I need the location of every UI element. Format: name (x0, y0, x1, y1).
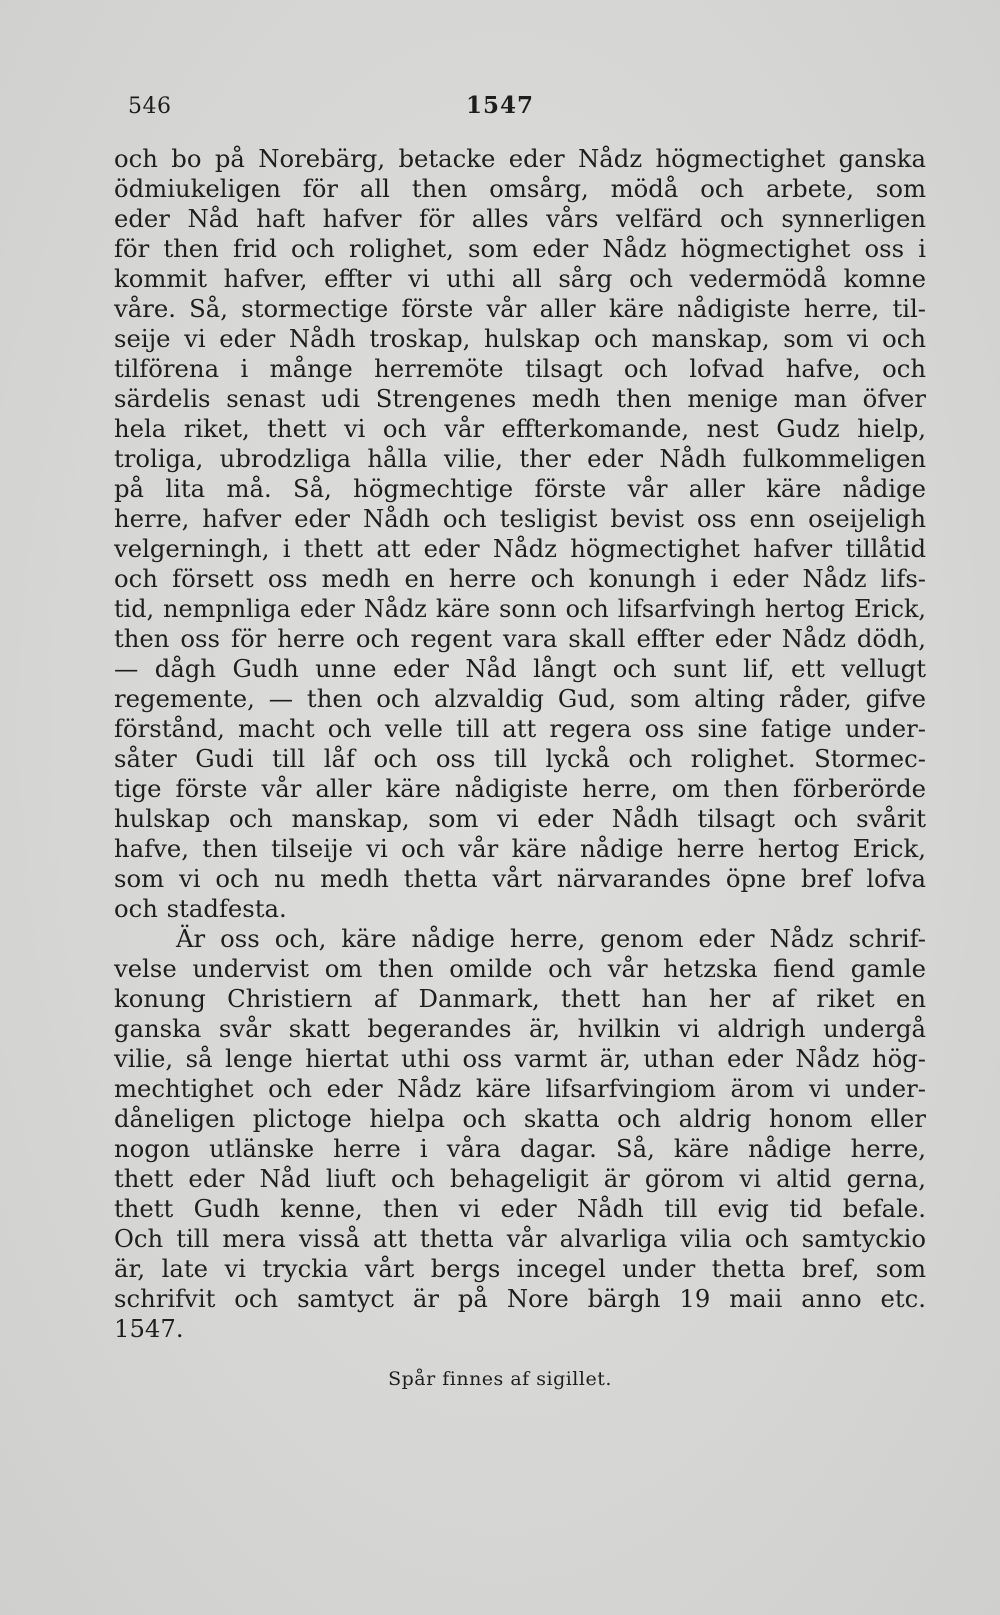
text-line: mechtighet och eder Nådz käre lifsarfvingiom ärom vi under- (114, 1074, 926, 1103)
text-line: nogon utlänske herre i våra dagar. Så, käre nådige herre, (114, 1134, 926, 1163)
text-line: tige förste vår aller käre nådigiste herre, om then förberörde (114, 774, 926, 803)
text-line: vilie, så lenge hiertat uthi oss varmt är, uthan eder Nådz hög- (114, 1044, 926, 1073)
text-line: förstånd, macht och velle till att regera oss sine fatige under- (114, 714, 926, 743)
text-line: thett eder Nåd liuft och behageligit är görom vi altid gerna, (114, 1164, 926, 1193)
text-line: schrifvit och samtyct är på Nore bärgh 19 maii anno etc. (114, 1284, 926, 1313)
text-line: velgerningh, i thett att eder Nådz högmectighet hafver tillåtid (114, 534, 926, 563)
text-line: seije vi eder Nådh troskap, hulskap och manskap, som vi och (114, 324, 926, 353)
text-line: dåneligen plictoge hielpa och skatta och aldrig honom eller (114, 1104, 926, 1133)
text-line: thett Gudh kenne, then vi eder Nådh till evig tid befale. (114, 1194, 926, 1223)
text-line: velse undervist om then omilde och vår hetzska fiend gamle (114, 954, 926, 983)
text-line: konung Christiern af Danmark, thett han her af riket en (114, 984, 926, 1013)
text-line: såter Gudi till låf och oss till lyckå och rolighet. Stormec- (114, 744, 926, 773)
year-heading: 1547 (465, 92, 534, 119)
text-line: hulskap och manskap, som vi eder Nådh tilsagt och svårit (114, 804, 926, 833)
text-line: herre, hafver eder Nådh och tesligist bevist oss enn oseijeligh (114, 504, 926, 533)
text-line: är, late vi tryckia vårt bergs incegel under thetta bref, som (114, 1254, 926, 1283)
text-line: för then frid och rolighet, som eder Nådz högmectighet oss i (114, 234, 926, 263)
text-line: 1547. (114, 1314, 184, 1343)
text-line: kommit hafver, effter vi uthi all sårg och vedermödå komne (114, 264, 926, 293)
text-line: på lita må. Så, högmechtige förste vår aller käre nådige (114, 474, 926, 503)
letter-body (114, 144, 926, 1344)
text-line: eder Nåd haft hafver för alles vårs velfärd och synnerligen (114, 204, 926, 233)
text-line: troliga, ubrodzliga hålla vilie, ther eder Nådh fulkommeligen (114, 444, 926, 473)
text-line: Är oss och, käre nådige herre, genom eder Nådz schrif- (176, 924, 926, 953)
paragraph-1 (114, 144, 926, 924)
text-line: hela riket, thett vi och vår effterkomande, nest Gudz hielp, (114, 414, 926, 443)
seal-note: Spår finnes af sigillet. (388, 1368, 612, 1390)
paragraph-2 (114, 924, 926, 1344)
text-line: tid, nempnliga eder Nådz käre sonn och lifsarfvingh hertog Erick, (114, 595, 926, 623)
page-number: 546 (128, 94, 172, 119)
text-line: ödmiukeligen för all then omsårg, mödå och arbete, som (114, 174, 926, 203)
text-line: och bo på Norebärg, betacke eder Nådz högmectighet ganska (114, 144, 926, 173)
text-line: — dågh Gudh unne eder Nåd långt och sunt lif, ett vellugt (114, 654, 926, 683)
text-line: tilförena i månge herremöte tilsagt och lofvad hafve, och (114, 354, 926, 383)
text-line: som vi och nu medh thetta vårt närvarandes öpne bref lofva (114, 864, 926, 893)
text-line: ganska svår skatt begerandes är, hvilkin vi aldrigh undergå (114, 1014, 926, 1043)
text-line: regemente, — then och alzvaldig Gud, som alting råder, gifve (114, 684, 926, 713)
text-line: och försett oss medh en herre och konungh i eder Nådz lifs- (114, 564, 926, 593)
text-line: then oss för herre och regent vara skall effter eder Nådz dödh, (114, 624, 926, 653)
text-line: Och till mera visså att thetta vår alvarliga vilia och samtyckio (114, 1224, 926, 1253)
text-line: och stadfesta. (114, 894, 287, 923)
text-line: våre. Så, stormectige förste vår aller käre nådigiste herre, til- (114, 294, 926, 323)
text-line: hafve, then tilseije vi och vår käre nådige herre hertog Erick, (114, 834, 926, 863)
text-line: särdelis senast udi Strengenes medh then menige man öfver (114, 384, 926, 413)
